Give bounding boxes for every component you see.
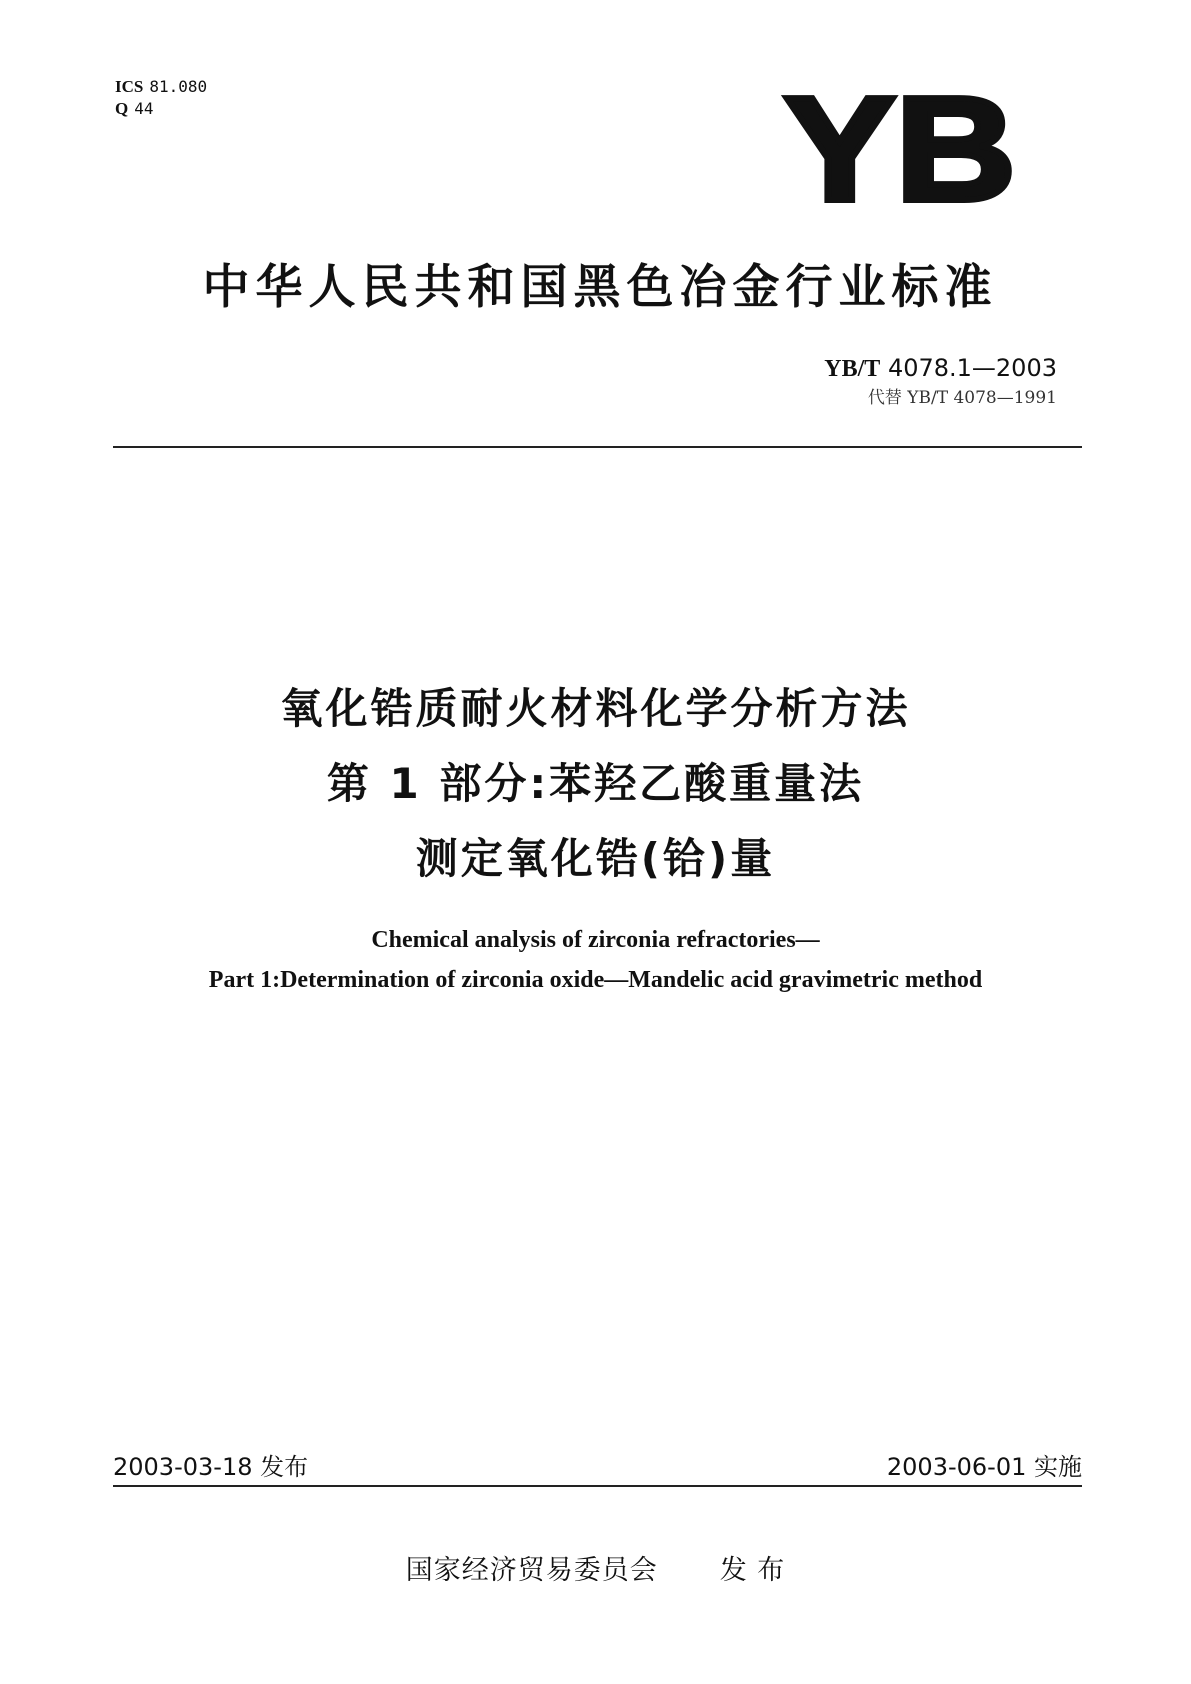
publisher-name: 国家经济贸易委员会 [405,1555,658,1586]
agency-title: 中华人民共和国黑色冶金行业标准 [202,260,998,315]
chinese-title-line-2: 第 1 部分:苯羟乙酸重量法 [326,759,865,808]
ccs-line [115,98,207,120]
implementation-date: 2003-06-01 实施 [886,1453,1082,1481]
publisher-line [0,1548,1191,1587]
issue-date: 2003-03-18 发布 [113,1453,309,1481]
ics-line [115,76,207,98]
ccs-value: 44 [134,99,154,118]
english-title-line-1: Chemical analysis of zirconia refractories— [371,927,820,953]
top-divider [113,446,1082,448]
publisher-action: 发 布 [719,1555,786,1586]
standard-code-number: 4078.1—2003 [887,354,1057,382]
chinese-title-line-1: 氧化锆质耐火材料化学分析方法 [280,684,911,733]
standard-code-prefix: YB/T [824,356,881,382]
logo-text: YB [784,92,1016,212]
chinese-title-line-3: 测定氧化锆(铪)量 [415,834,776,883]
ics-value: 81.080 [149,77,208,96]
ics-label: ICS [115,77,144,96]
yb-logo [780,92,1020,212]
ics-classification [115,76,207,120]
bottom-divider [113,1485,1082,1487]
ccs-label: Q [115,99,129,118]
replaces-standard: 代替 YB/T 4078—1991 [867,388,1057,408]
standard-number [824,355,1057,382]
english-title-line-2: Part 1:Determination of zirconia oxide—Mandelic acid gravimetric method [208,967,983,993]
